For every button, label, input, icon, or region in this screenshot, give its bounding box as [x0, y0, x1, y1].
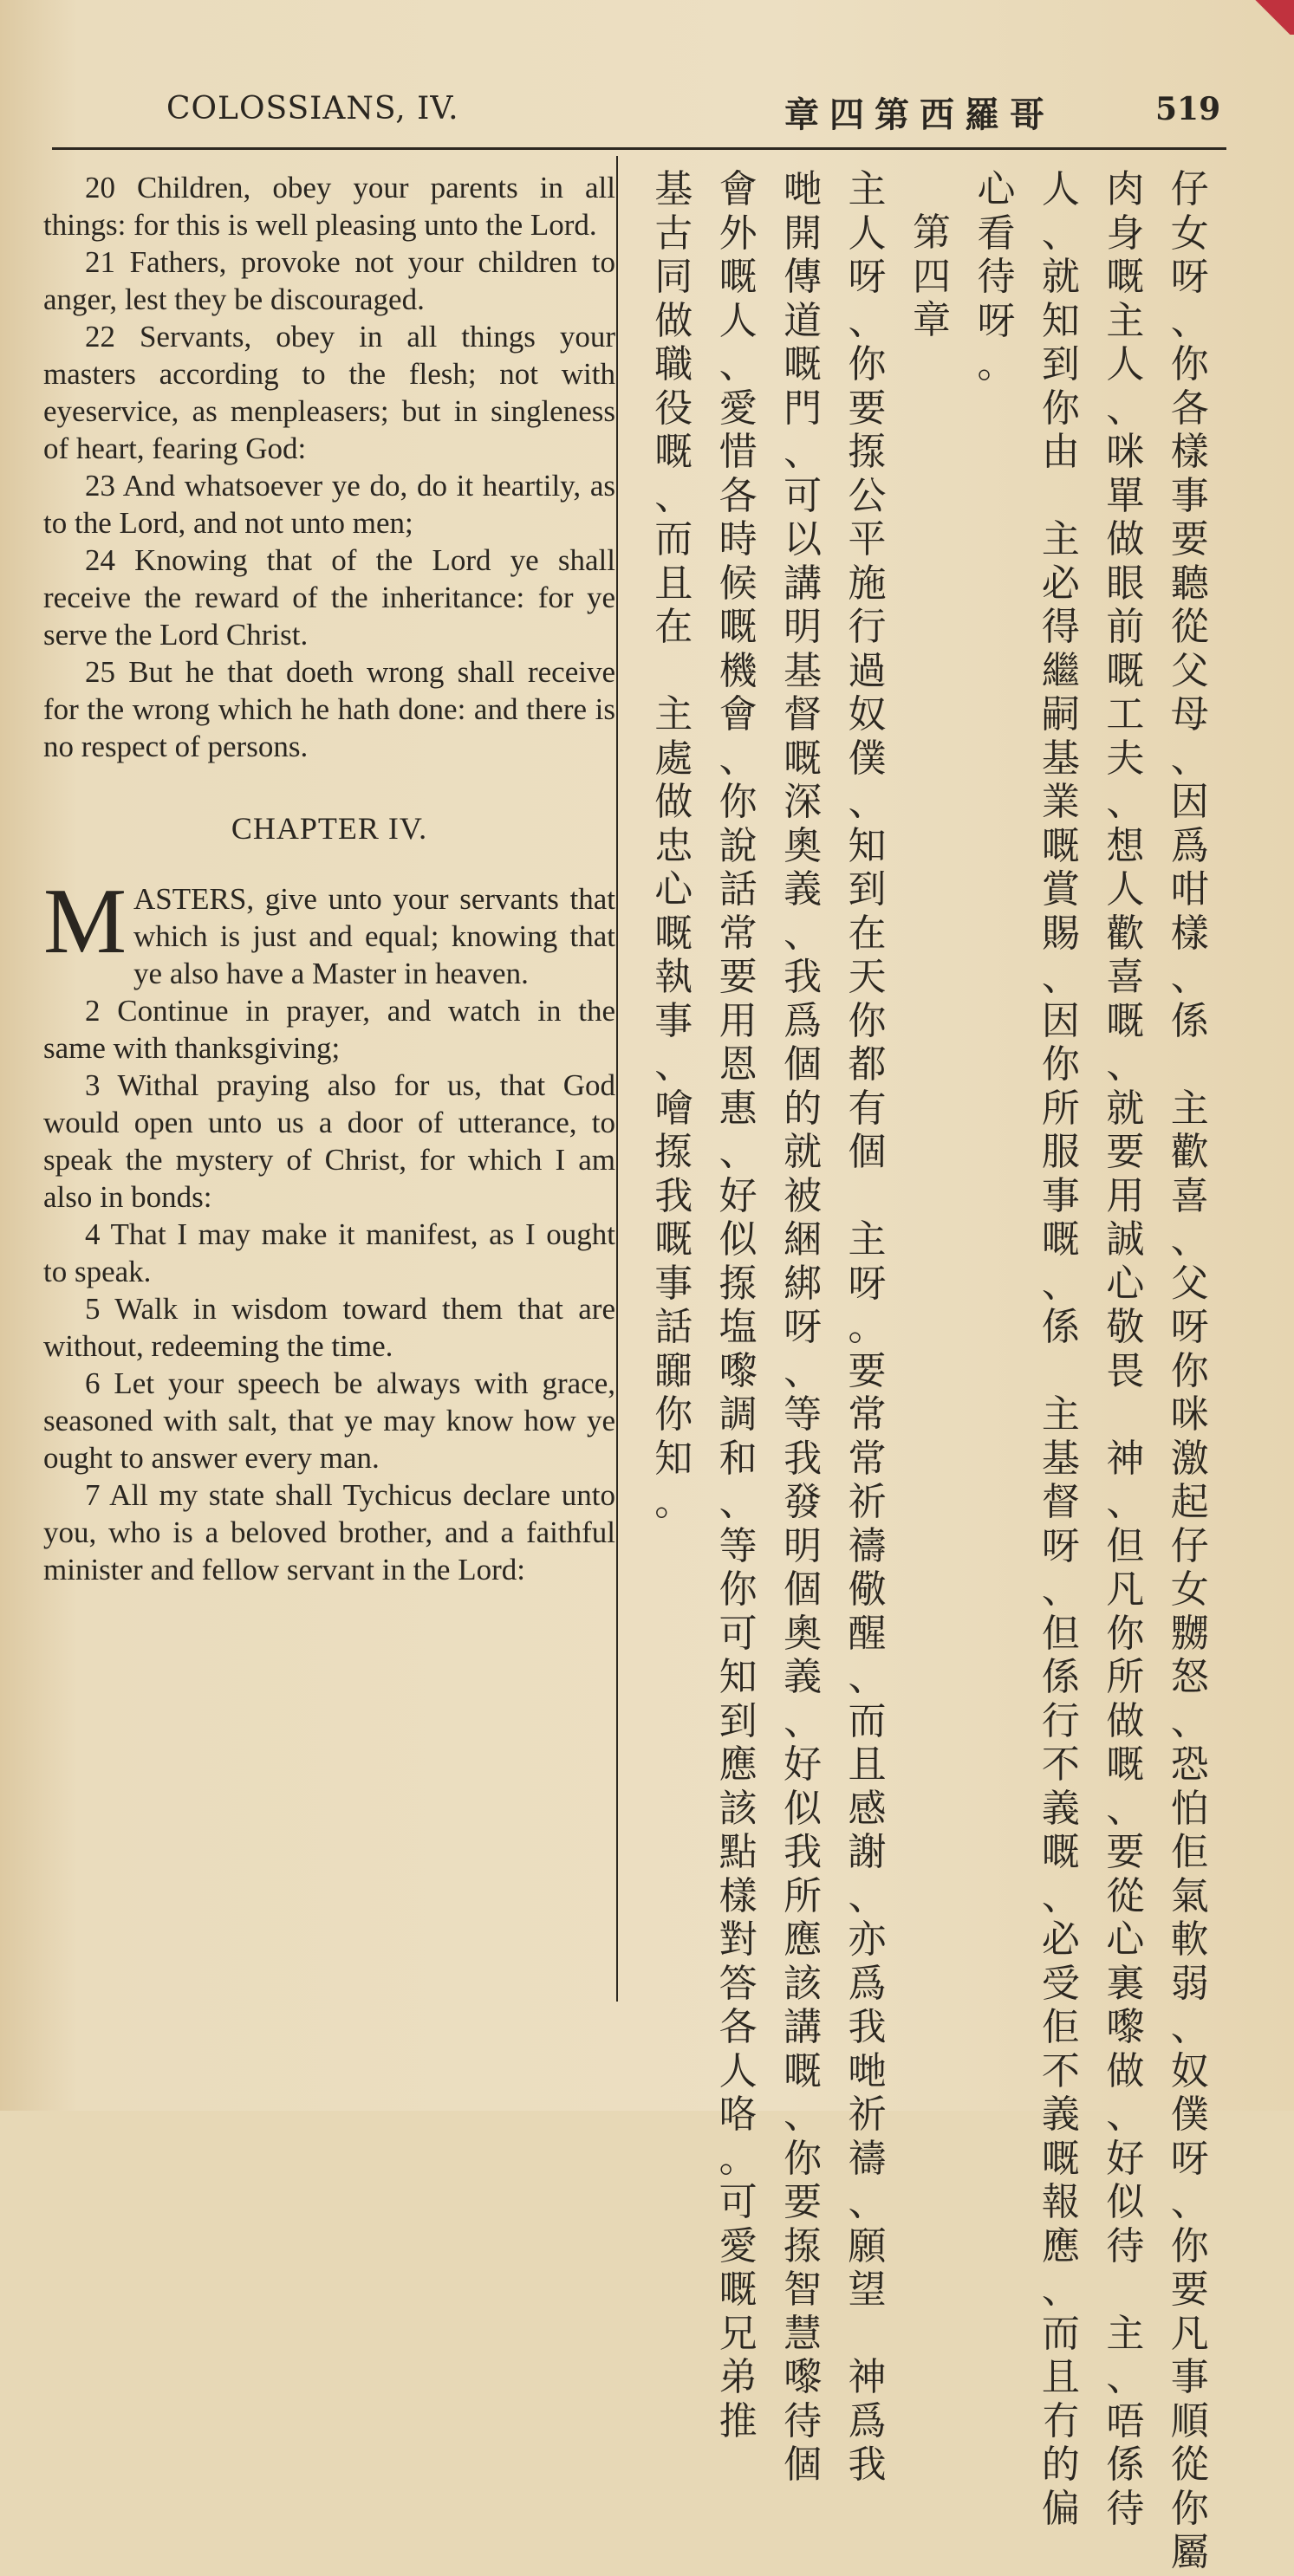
chinese-text-column: 人 、 就 知 到 你 由 主 必 得 繼 嗣 基 業 嘅 賞 賜 、 因 你 所 服 事 嘅 、 係 主 基 督 呀 、 但 係 行 不 義 嘅 、 必 受 佢 不 義 嘅 報 應 、 而 且 冇 的 偏	[1041, 167, 1080, 2531]
verse: 3 Withal praying also for us, that God would open unto us a door of utterance, to speak the mystery of Christ, for which I am also in bonds:	[43, 1068, 615, 1214]
verse-text: ASTERS, give unto your servants that which is just and equal; knowing that ye also have a Master in heaven.	[133, 882, 615, 990]
verse: 5 Walk in wisdom toward them that are without, redeeming the time.	[43, 1292, 615, 1363]
chinese-text-column: 會 外 嘅 人 、 愛 惜 各 時 候 嘅 機 會 、 你 說 話 常 要 用 恩 惠 、 好 似 揼 塩 嚟 調 和 、 等 你 可 知 到 應 該 點 樣 對 答 各 人 咯 。 可 愛 嘅 兄 弟 推	[719, 167, 758, 2443]
verse: 25 But he that doeth wrong shall receive for the wrong which he hath done: and there is no respect of persons.	[43, 655, 615, 763]
verse: 7 All my state shall Tychicus declare unto you, who is a beloved brother, and a faithful minister and fellow servant in the Lord:	[43, 1478, 615, 1586]
verse: 20 Children, obey your parents in all things: for this is well pleasing unto the Lord.	[43, 171, 615, 242]
chinese-text-column: 基 古 同 做 職 役 嘅 、 而 且 在 主 處 做 忠 心 嘅 執 事 、 噲 揼 我 嘅 事 話 嚻 你 知 。	[654, 167, 693, 1524]
english-column	[43, 169, 615, 1588]
page-number: 519	[1155, 91, 1221, 127]
chinese-column	[641, 167, 1222, 2574]
column-divider	[616, 156, 618, 2002]
running-title: COLOSSIANS, IV.	[166, 91, 459, 127]
verse: 24 Knowing that of the Lord ye shall receive the reward of the inheritance: for ye serve the Lord Christ.	[43, 543, 615, 652]
chapter-heading: CHAPTER IV.	[231, 811, 428, 846]
verse: 6 Let your speech be always with grace, seasoned with salt, that ye may know how ye ought to answer every man.	[43, 1366, 615, 1475]
verse: 2 Continue in prayer, and watch in the same with thanksgiving;	[43, 994, 615, 1065]
verse: 22 Servants, obey in all things your masters according to the flesh; not with eyeservice, as menpleasers; but in singleness of heart, fearing God:	[43, 320, 615, 465]
header-rule	[52, 147, 1226, 150]
chinese-text-column: 仔 女 呀 、 你 各 樣 事 要 聽 從 父 母 、 因 爲 咁 樣 、 係 主 歡 喜 、 父 呀 你 咪 激 起 仔 女 嬲 怒 、 恐 怕 佢 氣 軟 弱 、 奴 僕 呀 、 你 要 凡 事 順 從 你 屬	[1170, 167, 1209, 2574]
page-corner-mark	[1233, 0, 1294, 35]
verse: 4 That I may make it manifest, as I ought to speak.	[43, 1217, 615, 1288]
drop-cap: M	[43, 870, 127, 973]
chinese-text-column: 哋 開 傳 道 嘅 門 、 可 以 講 明 基 督 嘅 深 奧 義 、 我 爲 個 的 就 被 綑 綁 呀 、 等 我 發 明 個 奧 義 、 好 似 我 所 應 該 講 嘅 、 你 要 揼 智 慧 嚟 待 個	[784, 167, 823, 2487]
chinese-text-column: 心 看 待 呀 。	[977, 167, 1016, 386]
chinese-text-column: 主 人 呀 、 你 要 揼 公 平 施 行 過 奴 僕 、 知 到 在 天 你 都 有 個 主 呀 。 要 常 常 祈 禱 儆 醒 、 而 且 感 謝 、 亦 爲 我 哋 祈 禱 、 願 望 神 爲 我	[848, 167, 887, 2487]
chapter-3-verses	[43, 169, 615, 765]
running-title-chinese: 章四第西羅哥	[784, 95, 1055, 135]
chapter-4-verse-1	[43, 870, 615, 992]
verse: 23 And whatsoever ye do, do it heartily, as to the Lord, and not unto men;	[43, 469, 615, 540]
verse: 21 Fathers, provoke not your children to anger, lest they be discouraged.	[43, 245, 615, 316]
chinese-text-column: 第 四 章	[913, 211, 951, 342]
chinese-text-column: 肉 身 嘅 主 人 、 咪 單 做 眼 前 嘅 工 夫 、 想 人 歡 喜 嘅 、 就 要 用 誠 心 敬 畏 神 、 但 凡 你 所 做 嘅 、 要 從 心 裏 嚟 做 、 好 似 待 主 、 唔 係 待	[1106, 167, 1145, 2531]
page-header	[0, 91, 1294, 152]
chapter-4-verses	[43, 992, 615, 1588]
